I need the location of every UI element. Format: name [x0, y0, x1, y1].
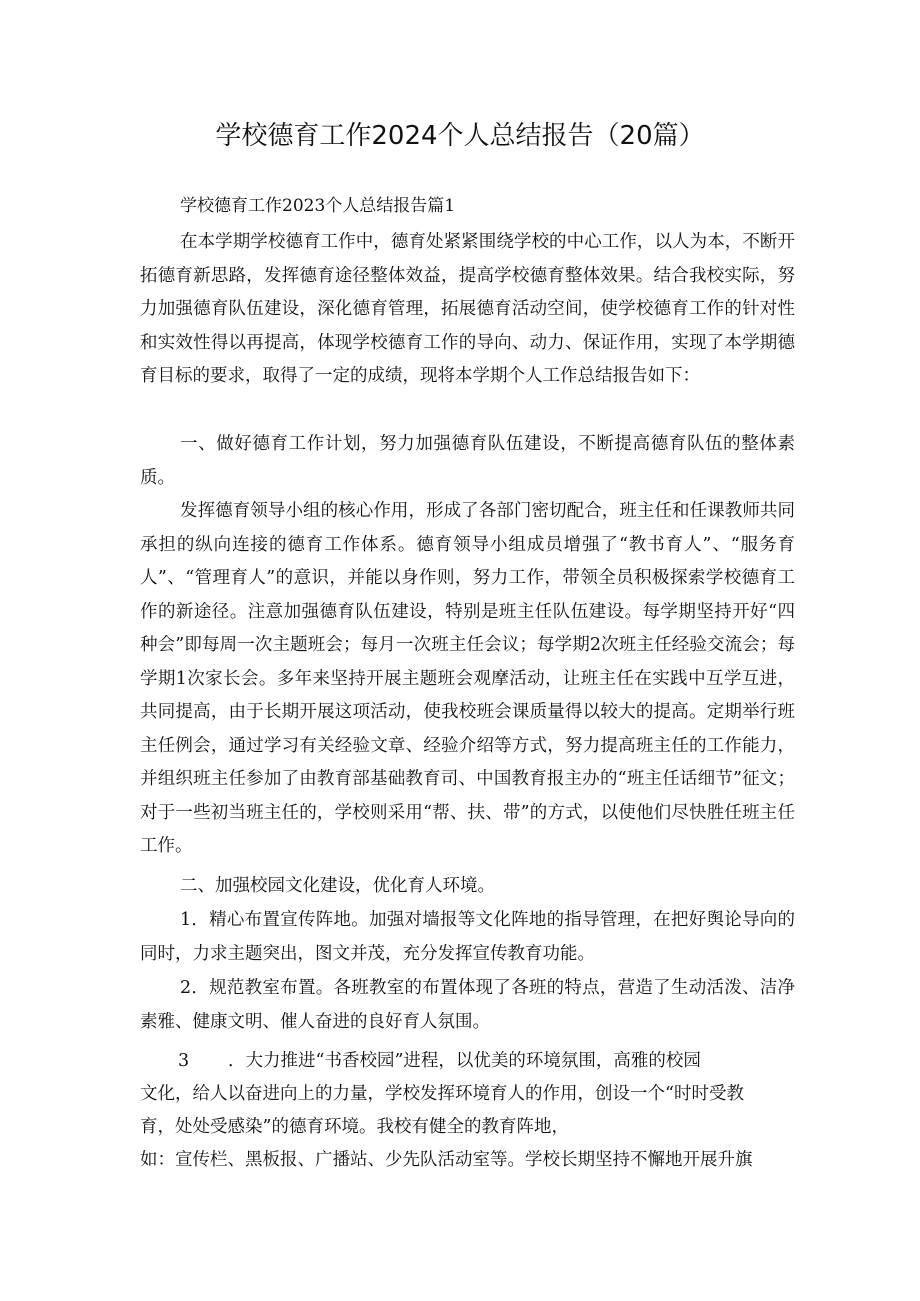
heading-two: 二、加强校园文化建设，优化育人环境。: [180, 876, 495, 896]
heading-one: 一、做好德育工作计划，努力加强德育队伍建设，不断提高德育队伍的整体素质。: [140, 434, 795, 488]
item-three-line-4: 如：宣传栏、黑板报、广播站、少先队活动室等。学校长期坚持不懈地开展升旗: [140, 1150, 753, 1170]
item-three-number: 3: [178, 1051, 190, 1071]
intro-paragraph: 在本学期学校德育工作中，德育处紧紧围绕学校的中心工作，以人为本，不断开拓德育新思路，发挥德育途径整体效益，提高学校德育整体效果。结合我校实际，努力加强德育队伍建设，深化德育管理，拓展德育活动空间，使学校德育工作的针对性和实效性得以再提高，体现学校德育工作的导向、动力、保证作用，实现了本学期德育目标的要求，取得了一定的成绩，现将本学期个人工作总结报告如下：: [140, 232, 795, 386]
section-subtitle: 学校德育工作2023个人总结报告篇1: [180, 196, 456, 216]
document-title: 学校德育工作2024个人总结报告（20篇）: [215, 121, 705, 151]
item-three-line-2: 文化，给人以奋进向上的力量，学校发挥环境育人的作用，创设一个“时时受教: [140, 1084, 744, 1104]
item-three-line-3: 育，处处受感染”的德育环境。我校有健全的教育阵地，: [140, 1117, 569, 1137]
team-building-paragraph: 发挥德育领导小组的核心作用，形成了各部门密切配合，班主任和任课教师共同承担的纵向连接的德育工作体系。德育领导小组成员增强了“教书育人”、“服务育人”、“管理育人”的意识，并能以身作则，努力工作，带领全员积极探索学校德育工作的新途径。注意加强德育队伍建设，特别是班主任队伍建设。每学期坚持开好“四种会”即每周一次主题班会；每月一次班主任会议；每学期2次班主任经验交流会；每学期1次家长会。多年来坚持开展主题班会观摩活动，让班主任在实践中互学互进，共同提高，由于长期开展这项活动，使我校班会课质量得以较大的提高。定期举行班主任例会，通过学习有关经验文章、经验介绍等方式，努力提高班主任的工作能力，并组织班主任参加了由教育部基础教育司、中国教育报主办的“班主任话细节”征文；对于一些初当班主任的，学校则采用“帮、扶、带”的方式，以使他们尽快胜任班主任工作。: [140, 501, 795, 856]
item-three-first-line: ．大力推进“书香校园”进程，以优美的环境氛围，高雅的校园: [228, 1051, 701, 1071]
item-two: 2．规范教室布置。各班教室的布置体现了各班的特点，营造了生动活泼、洁净素雅、健康文明、催人奋进的良好育人氛围。: [140, 978, 795, 1032]
item-one: 1．精心布置宣传阵地。加强对墙报等文化阵地的指导管理，在把好舆论导向的同时，力求主题突出，图文并茂，充分发挥宣传教育功能。: [140, 910, 795, 964]
